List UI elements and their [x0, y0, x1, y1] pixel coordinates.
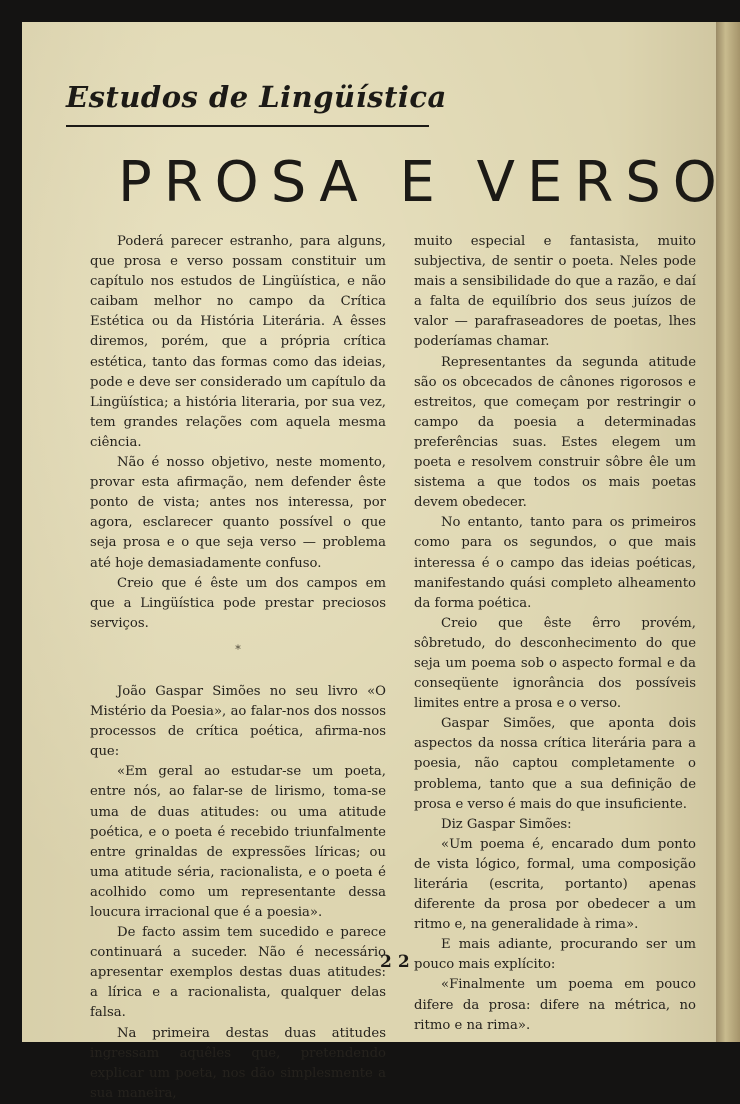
paragraph: Gaspar Simões, que aponta dois aspectos da nossa crítica literária para a poesia, não captou completamente o problema, tanto que a sua definição de prosa e verso é mais do que insuficiente.	[414, 716, 696, 812]
paragraph: Representantes da segunda atitude são os obcecados de cânones rigorosos e estreitos, que começam por restringir o campo da poesia a determinadas preferências suas. Estes elegem um poeta e resolvem construir sôbre êle um sistema a que todos os mais poetas devem obedecer.	[414, 354, 696, 511]
paragraph: Creio que êste êrro provém, sôbretudo, do desconhecimento do que seja um poema sob o aspecto formal e da conseqüente ignorância dos possíveis limites entre a prosa e o verso.	[414, 615, 696, 712]
quote-paragraph: «Finalmente um poema em pouco difere da prosa: difere na métrica, no ritmo e na rima».	[414, 977, 696, 1033]
section-separator: *	[235, 642, 241, 656]
paragraph: E mais adiante, procurando ser um pouco mais explícito:	[414, 937, 696, 973]
paragraph: Diz Gaspar Simões:	[441, 816, 572, 832]
paragraph: No entanto, tanto para os primeiros como para os segundos, o que mais interessa é o campo das ideias poéticas, manifestando quási completo alheamento da forma poética.	[414, 515, 696, 611]
quote-paragraph: «Em geral ao estudar-se um poeta, entre nós, ao falar-se de lirismo, toma-se uma de duas atitudes: ou uma atitude poética, e o poeta é recebido triunfalmente entre grinaldas de expressões líricas; ou uma atitude séria, racionalista, e o poeta é acolhido como um representante dessa loucura irracional que é a poesia».	[90, 764, 386, 920]
right-column	[414, 232, 696, 1036]
paragraph: Não é nosso objetivo, neste momento, provar esta afirmação, nem defender êste ponto de vista; antes nos interessa, por agora, esclarecer quanto possível o que seja prosa e o que seja verso — problema até hoje demasiadamente confuso.	[90, 455, 386, 571]
title-underline	[66, 125, 429, 127]
left-column	[90, 232, 386, 1104]
paragraph: Na primeira destas duas atitudes ingressam aquêles que, pretendendo explicar um poeta, nos dão simplesmente a sua maneira,	[90, 1025, 386, 1101]
paragraph: Poderá parecer estranho, para alguns, que prosa e verso possam constituir um capítulo nos estudos de Lingüística, e não caibam melhor no campo da Crítica Estética ou da História Literária. A êsses diremos, porém, que a própria crítica estética, tanto das formas como das ideias, pode e deve ser considerado um capítulo da Lingüística; a história literaria, por sua vez, tem grandes relações com aquela mesma ciência.	[90, 234, 386, 450]
page-number: 22	[380, 952, 416, 972]
section-title: Estudos de Lingüística	[66, 80, 447, 114]
article-title: PROSA E VERSO	[118, 150, 729, 215]
quote-paragraph: «Um poema é, encarado dum ponto de vista lógico, formal, uma composição literária (escrita, portanto) apenas diferente da prosa por obedecer a um ritmo e, na generalidade à rima».	[414, 836, 696, 933]
paragraph: João Gaspar Simões no seu livro «O Mistério da Poesia», ao falar-nos dos nossos processos de crítica poética, afirma-nos que:	[90, 683, 386, 760]
paragraph: Creio que é êste um dos campos em que a Lingüística pode prestar preciosos serviços.	[90, 575, 386, 631]
paragraph: muito especial e fantasista, muito subjectiva, de sentir o poeta. Neles pode mais a sensibilidade do que a razão, e daí a falta de equilíbrio dos seus juízos de valor — parafraseadores de poetas, lhes poderíamas chamar.	[414, 234, 696, 350]
paragraph: De facto assim tem sucedido e parece continuará a suceder. Não é necessário apresentar exemplos destas duas atitudes: a lírica e a racionalista, qualquer delas falsa.	[90, 925, 386, 1021]
